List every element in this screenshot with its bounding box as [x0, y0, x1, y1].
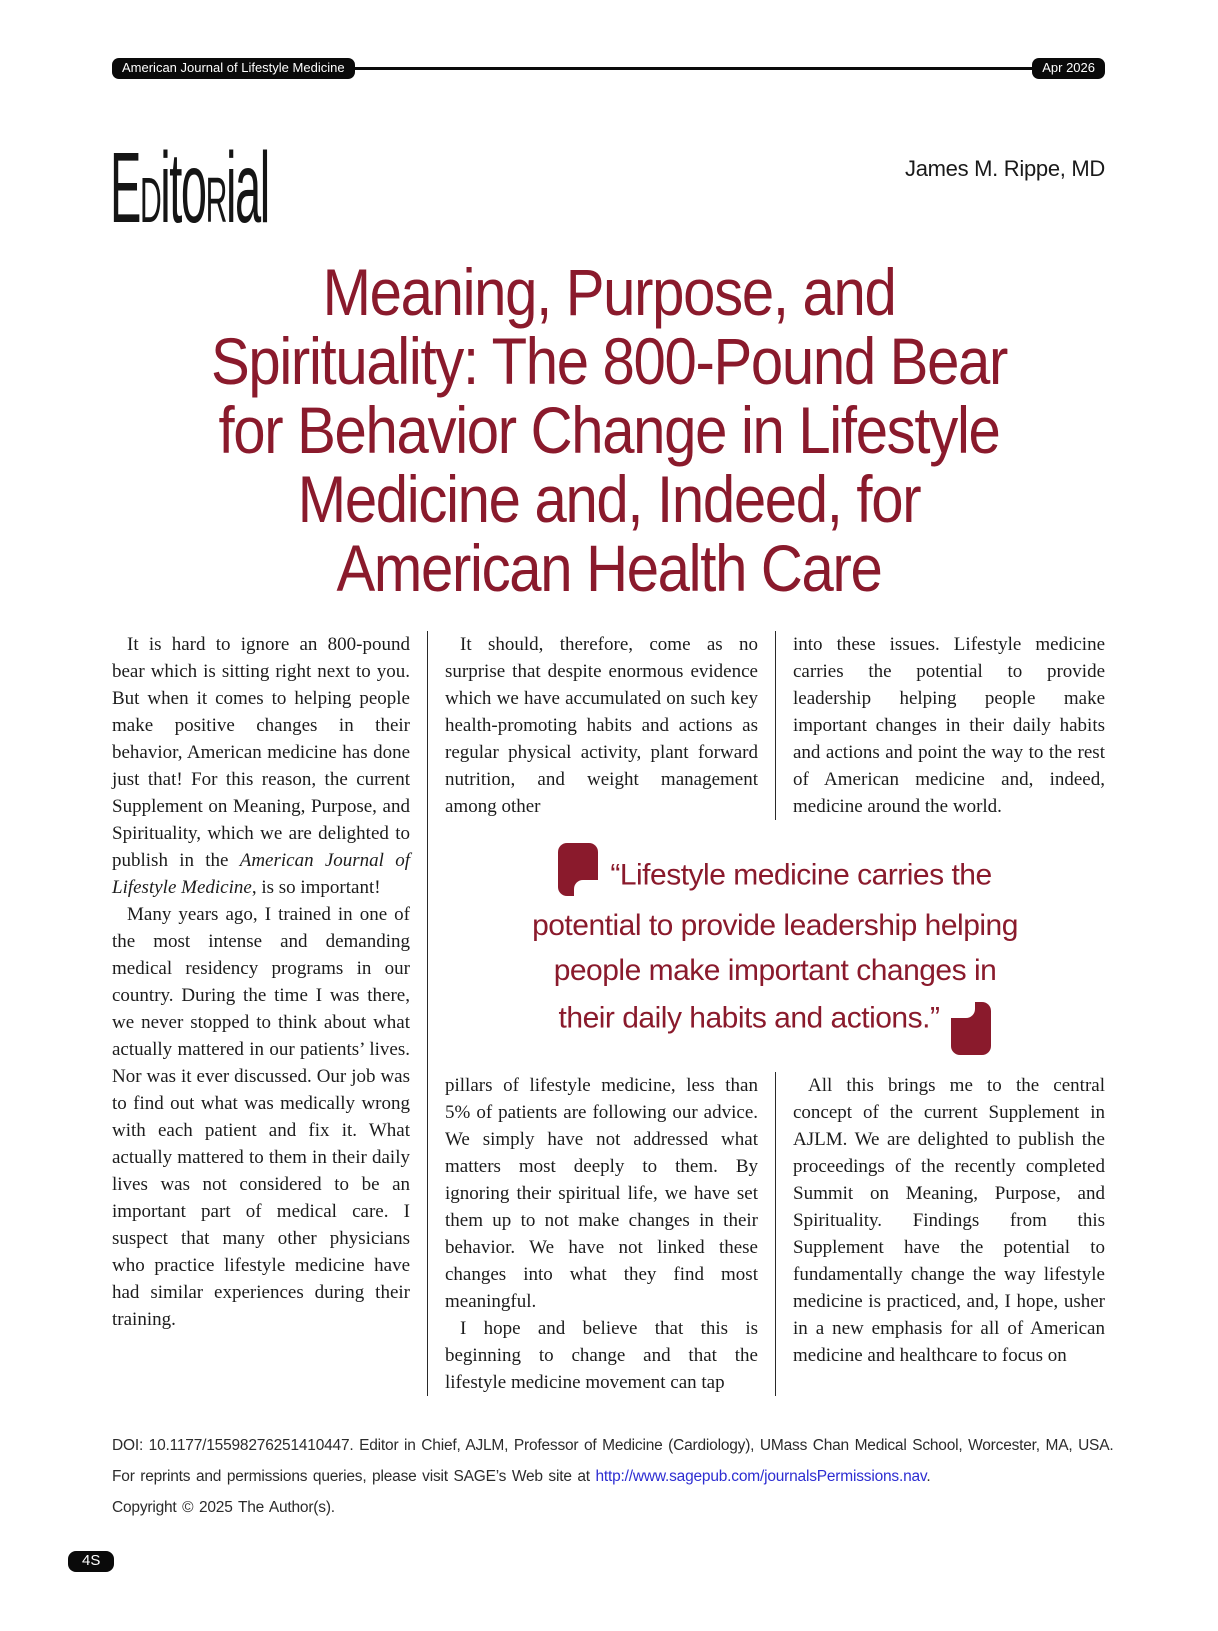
column-2-top [445, 631, 775, 820]
header-rule [350, 67, 1038, 70]
pull-quote [445, 850, 1105, 1046]
pull-quote-text: their daily habits and actions.” [558, 1001, 940, 1035]
column-2-bottom [445, 1072, 775, 1396]
paragraph: pillars of lifestyle medicine, less than 5% of patients are following our advice. We simply have not addressed what matters most deeply to them. By ignoring their spiritual life, we have set them up to not make changes in their behavior. We have not linked these changes into what they find most meaningful. [445, 1075, 758, 1312]
article-footnote [112, 1430, 1128, 1523]
article-body [112, 631, 1105, 1396]
column-1 [112, 631, 428, 1396]
author-byline: James M. Rippe, MD [905, 156, 1105, 181]
title-line: for Behavior Change in Lifestyle [218, 393, 1000, 467]
paragraph-text: , is so important! [251, 877, 381, 898]
issue-date-badge: Apr 2026 [1032, 58, 1105, 79]
permissions-period: . [926, 1468, 931, 1485]
column-3-top [775, 631, 1105, 820]
title-line: American Health Care [336, 531, 882, 605]
permissions-line [112, 1461, 1128, 1492]
quote-open-icon [558, 843, 598, 896]
upper-row [445, 631, 1105, 820]
paragraph: I hope and believe that this is beginning to change and that the lifestyle medicine movement can tap [445, 1318, 758, 1393]
journal-title-italic: American Journal of Lifestyle Medicine [112, 850, 410, 898]
title-line: Medicine and, Indeed, for [297, 462, 921, 536]
page-number-badge: 4S [68, 1551, 114, 1572]
permissions-link[interactable]: http://www.sagepub.com/journalsPermissions.nav [595, 1468, 927, 1485]
pull-quote-line: potential to provide leadership helping [532, 909, 1018, 942]
paragraph-text: It is hard to ignore an 800-pound bear which is sitting right next to you. But when it comes to helping people make positive changes in their behavior, American medicine has done just that! For this reason, the current Supplement on Meaning, Purpose, and Spirituality, which we are delighted to publish in the [112, 634, 410, 871]
pull-quote-line [445, 993, 1105, 1046]
article-title [122, 255, 1095, 605]
pull-quote-line [445, 850, 1105, 903]
paragraph: Many years ago, I trained in one of the most intense and demanding medical residency programs in our country. During the time I was there, we never stopped to think about what actually mattered in our patients’ lives. Nor was it ever discussed. Our job was to find out what was medically wrong with each patient and fix it. What actually mattered to them in their daily lives was not considered to be an important part of medical care. I suspect that many other physicians who practice lifestyle medicine have had similar experiences during their training. [112, 904, 410, 1330]
paragraph: into these issues. Lifestyle medicine carries the potential to provide leadership helping people make important changes in their daily habits and actions and point the way to the rest of American medicine and, indeed, medicine around the world. [793, 634, 1105, 817]
pull-quote-line: people make important changes in [553, 954, 997, 987]
running-head [112, 57, 1105, 79]
paragraph: It should, therefore, come as no surprise that despite enormous evidence which we have accumulated on such key health-promoting habits and actions as regular physical activity, plant forward nutrition, and weight management among other [445, 634, 758, 817]
doi-line: DOI: 10.1177/15598276251410447. Editor in Chief, AJLM, Professor of Medicine (Cardiology), UMass Chan Medical School, Worcester, MA, USA. [112, 1437, 1114, 1454]
paragraph: All this brings me to the central concept of the current Supplement in AJLM. We are delighted to publish the proceedings of the recently completed Summit on Meaning, Purpose, and Spirituality. Findings from this Supplement have the potential to fundamentally change the way lifestyle medicine is practiced, and, I hope, usher in a new emphasis for all of American medicine and healthcare to focus on [793, 1075, 1105, 1366]
columns-2-3-area [428, 631, 1105, 1396]
title-line: Meaning, Purpose, and [322, 255, 896, 329]
copyright-line: Copyright © 2025 The Author(s). [112, 1499, 335, 1516]
quote-close-icon [951, 1002, 991, 1055]
pull-quote-text: “Lifestyle medicine carries the [610, 858, 992, 892]
title-line: Spirituality: The 800-Pound Bear [210, 324, 1008, 398]
column-3-bottom [775, 1072, 1105, 1396]
lower-row [445, 1072, 1105, 1396]
section-heading: EDitoRial [110, 132, 269, 244]
paragraph [112, 631, 410, 901]
permissions-text: For reprints and permissions queries, please visit SAGE’s Web site at [112, 1468, 596, 1485]
journal-name-badge: American Journal of Lifestyle Medicine [112, 58, 355, 79]
